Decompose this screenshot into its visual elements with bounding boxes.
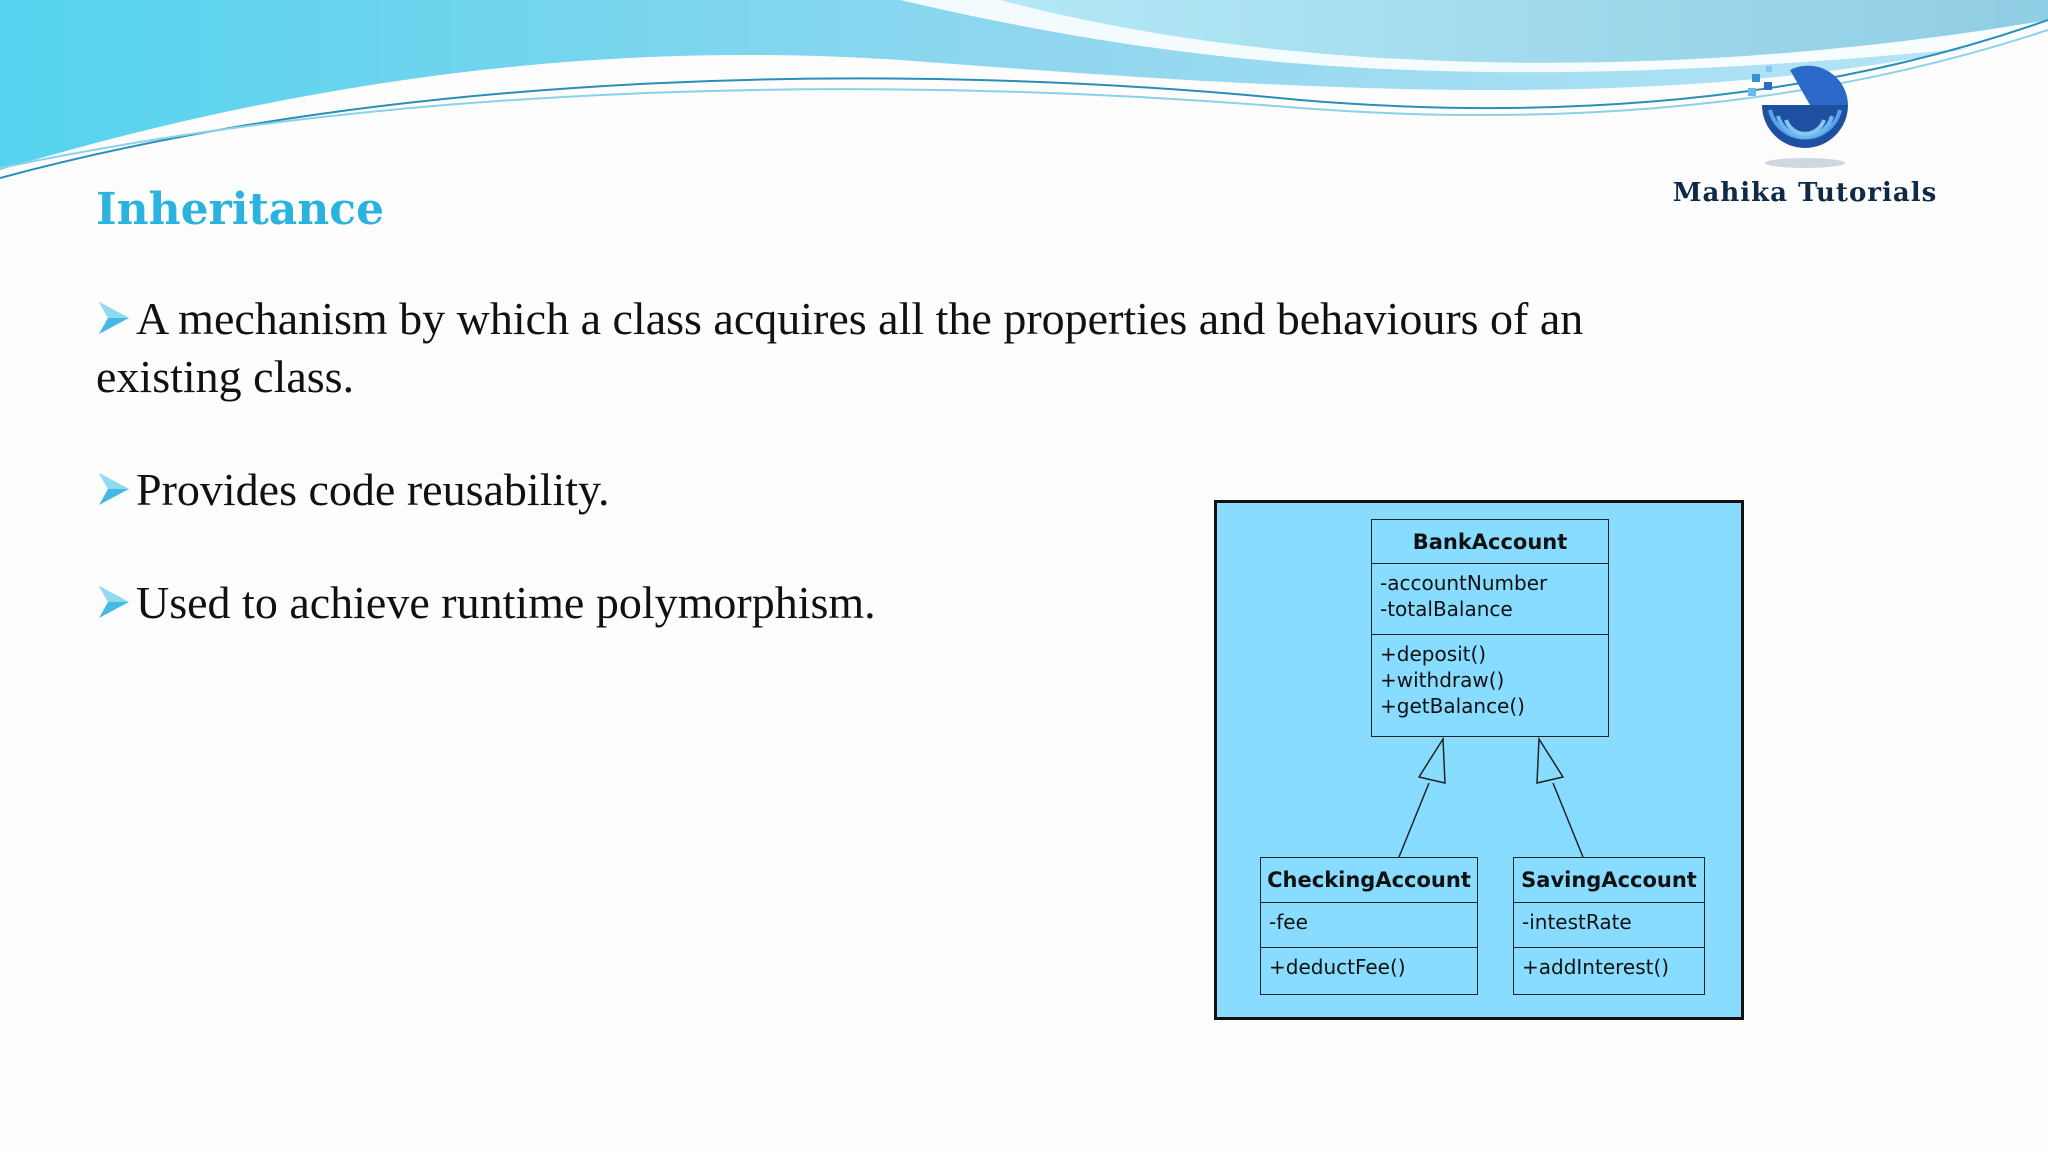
class-attributes [1372,564,1608,635]
class-methods [1372,635,1608,725]
attribute: -intestRate [1522,910,1632,934]
class-name: SavingAccount [1514,858,1704,903]
bullet-text: Provides code reusability. [136,464,610,515]
bullet-arrow-icon [96,582,132,622]
logo-text: Mahika Tutorials [1672,178,1938,208]
class-attributes [1514,903,1704,948]
slide-title: Inheritance [96,184,385,235]
class-name: BankAccount [1372,520,1608,564]
class-name: CheckingAccount [1261,858,1477,903]
method: +addInterest() [1522,955,1670,979]
generalization-arrowhead [1537,739,1563,783]
bullet-arrow-icon [96,298,132,338]
bullet-item [96,461,610,519]
bullet-arrow-icon [96,469,132,509]
method: +deposit() [1380,642,1487,666]
inheritance-line-checking [1399,783,1429,857]
uml-class-diagram [1214,500,1744,1020]
bullet-text-continued: existing class. [96,351,355,402]
bullet-text: A mechanism by which a class acquires all the properties and behaviours of an [136,293,1584,344]
logo-mark-icon [1740,60,1870,170]
attribute: -totalBalance [1380,597,1513,621]
class-checkingaccount [1260,857,1478,995]
method: +getBalance() [1380,694,1525,718]
class-attributes [1261,903,1477,948]
bullet-item [96,290,1583,406]
class-savingaccount [1513,857,1705,995]
attribute: -accountNumber [1380,571,1548,595]
method: +withdraw() [1380,668,1505,692]
class-bankaccount [1371,519,1609,737]
brand-logo [1640,60,1970,230]
attribute: -fee [1269,910,1308,934]
class-methods [1514,948,1704,986]
inheritance-line-saving [1553,783,1583,857]
bullet-text: Used to achieve runtime polymorphism. [136,577,876,628]
method: +deductFee() [1269,955,1406,979]
bullet-item [96,574,876,632]
class-methods [1261,948,1477,986]
generalization-arrowhead [1419,739,1445,783]
